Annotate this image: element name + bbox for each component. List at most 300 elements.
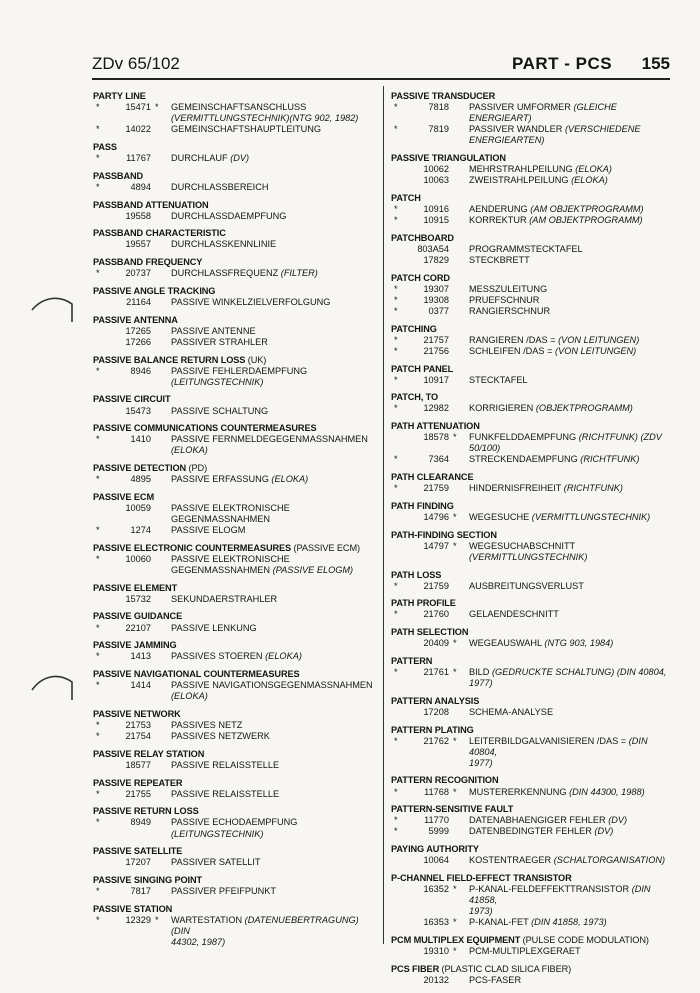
entry-term-text: PATTERN ANALYSIS	[391, 695, 480, 706]
dictionary-entry	[391, 421, 673, 465]
entry-term	[93, 315, 375, 326]
translation-line	[391, 432, 673, 443]
usage-note: (ELOKA)	[265, 651, 302, 662]
entry-term	[93, 142, 375, 153]
entry-term-text: PASS	[93, 141, 117, 152]
translation-text-wrap	[171, 445, 375, 456]
translation-text: HINDERNISFREIHEIT	[469, 483, 564, 494]
translation-line	[391, 758, 673, 769]
translation-text-wrap	[469, 255, 673, 266]
entry-term	[391, 570, 673, 581]
translation-line	[93, 182, 375, 193]
translation-text: BILD	[469, 666, 492, 677]
usage-note: (LEITUNGSTECHNIK)	[171, 828, 264, 839]
entry-number: 7817	[130, 886, 151, 897]
translation-line	[93, 651, 375, 662]
dictionary-entry	[391, 696, 673, 718]
translation-text-wrap	[171, 857, 375, 868]
translation-text-wrap	[171, 124, 375, 135]
entry-term	[391, 775, 673, 786]
translation-text-wrap	[171, 474, 375, 485]
entry-term	[93, 875, 375, 886]
asterisk-marker: *	[96, 622, 100, 633]
translation-line	[391, 295, 673, 306]
translation-text-wrap	[171, 113, 375, 124]
asterisk-marker: *	[394, 345, 398, 356]
translation-text: PCS-FASER	[469, 974, 522, 985]
asterisk-marker: *	[394, 403, 398, 414]
translation-line	[391, 855, 673, 866]
entry-number: 17266	[125, 336, 151, 347]
translation-line	[93, 268, 375, 279]
dictionary-entry	[93, 463, 375, 485]
translation-line	[391, 335, 673, 346]
translation-text: GEGENMASSNAHMEN	[171, 565, 273, 575]
usage-note: (DV)	[594, 826, 614, 837]
asterisk-marker: *	[394, 666, 398, 677]
translation-line	[391, 707, 673, 718]
entry-term-text: PASSIVE SINGING POINT	[93, 875, 203, 885]
translation-text-wrap	[171, 594, 375, 605]
dictionary-entry	[93, 91, 375, 135]
entry-term-text: PATH-FINDING SECTION	[391, 529, 497, 540]
inline-asterisk: *	[453, 917, 457, 928]
translation-text-wrap	[171, 760, 375, 771]
translation-text-wrap	[469, 917, 673, 928]
translation-line	[93, 406, 375, 417]
entry-number: 21762	[423, 735, 449, 746]
inline-asterisk: *	[453, 786, 457, 797]
translation-line	[93, 915, 375, 937]
translation-line	[391, 946, 673, 957]
asterisk-marker: *	[394, 454, 398, 465]
entry-number: 17265	[125, 325, 151, 336]
translation-line	[391, 175, 673, 186]
entry-number: 7364	[428, 454, 449, 465]
asterisk-marker: *	[96, 914, 100, 925]
entry-term	[391, 627, 673, 638]
entry-term	[391, 656, 673, 667]
entry-term	[391, 696, 673, 707]
entry-term	[93, 355, 375, 366]
translation-text: PASSIVER PFEIFPUNKT	[171, 886, 276, 897]
entry-term	[391, 873, 673, 884]
usage-note: (VON LEITUNGEN)	[558, 334, 640, 345]
entry-number: 20132	[423, 974, 449, 985]
entry-term-text: PASSBAND CHARACTERISTIC	[93, 228, 226, 239]
entry-term	[391, 725, 673, 736]
usage-note: ENERGIEARTEN)	[469, 135, 545, 146]
entry-number: 21755	[125, 788, 151, 799]
translation-line	[93, 377, 375, 388]
entry-number: 14796	[423, 511, 449, 522]
translation-line	[391, 244, 673, 255]
entry-term	[391, 472, 673, 483]
translation-line	[93, 817, 375, 828]
usage-note: (AM OBJEKTPROGRAMM)	[530, 204, 644, 215]
entry-number: 4895	[130, 474, 151, 485]
dictionary-entry	[391, 364, 673, 386]
entry-term-text: PCS FIBER	[391, 963, 440, 974]
entry-term-text: PAYING AUTHORITY	[391, 844, 479, 855]
translation-line	[93, 937, 375, 948]
translation-text: PASSIVE RELAISSTELLE	[171, 759, 280, 770]
usage-note: (DIN 44300, 1988)	[569, 786, 645, 797]
translation-text-wrap	[171, 182, 375, 193]
translation-text-wrap	[469, 346, 673, 357]
dictionary-entry	[93, 904, 375, 948]
translation-text-wrap	[469, 244, 673, 255]
translation-line	[391, 102, 673, 124]
right-column	[391, 91, 673, 993]
translation-text-wrap	[171, 406, 375, 417]
entry-term	[391, 935, 673, 946]
entry-number: 10064	[423, 855, 449, 866]
entry-number: 16352	[423, 884, 449, 894]
entry-term-text: PASSIVE DETECTION	[93, 463, 187, 474]
translation-text-wrap	[469, 483, 673, 494]
translation-text: P-KANAL-FELDEFFEKTTRANSISTOR	[469, 884, 632, 894]
asterisk-marker: *	[394, 305, 398, 316]
usage-note: (NTG 903, 1984)	[544, 638, 614, 649]
asterisk-marker: *	[96, 124, 100, 135]
translation-line	[93, 554, 375, 565]
translation-text-wrap	[469, 215, 673, 226]
translation-text-wrap	[469, 124, 673, 135]
translation-text: GELAENDESCHNITT	[469, 609, 559, 620]
entry-number: 18577	[125, 759, 151, 770]
translation-text-wrap	[171, 680, 375, 691]
entry-number: 21761	[423, 666, 449, 677]
dictionary-entry	[93, 875, 375, 897]
dictionary-entry	[391, 598, 673, 620]
translation-line	[391, 454, 673, 465]
inline-asterisk: *	[453, 511, 457, 522]
dictionary-entry	[93, 778, 375, 800]
entry-term	[391, 421, 673, 432]
usage-note: (VERMITTLUNGSTECHNIK)	[531, 511, 651, 522]
usage-note: (RICHTFUNK) (ZDV	[578, 432, 662, 443]
dictionary-entry	[391, 233, 673, 266]
entry-number: 1274	[130, 525, 151, 536]
translation-line	[93, 337, 375, 348]
entry-term-text: PATTERN RECOGNITION	[391, 775, 499, 786]
translation-text: MESSZULEITUNG	[469, 283, 548, 294]
dictionary-entry	[391, 725, 673, 769]
translation-line	[93, 789, 375, 800]
translation-text: PASSIVE RELAISSTELLE	[171, 788, 280, 799]
translation-text: P-KANAL-FET	[469, 917, 532, 928]
translation-line	[391, 512, 673, 523]
translation-line	[391, 204, 673, 215]
translation-text-wrap	[171, 691, 375, 702]
translation-text-wrap	[469, 884, 673, 906]
entry-term-text: PATH LOSS	[391, 569, 442, 580]
dictionary-entry	[93, 423, 375, 456]
translation-line	[391, 906, 673, 917]
entry-term-text: PASSIVE ELEMENT	[93, 582, 178, 593]
translation-text-wrap	[171, 915, 375, 937]
translation-line	[391, 443, 673, 454]
dictionary-entry	[391, 570, 673, 592]
translation-text-wrap	[171, 789, 375, 800]
translation-text-wrap	[469, 443, 673, 454]
translation-text-wrap	[469, 552, 673, 563]
translation-text: MEHRSTRAHLPEILUNG	[469, 164, 576, 175]
dictionary-entry	[93, 492, 375, 536]
entry-term-text: PATH SELECTION	[391, 627, 469, 638]
translation-line	[391, 826, 673, 837]
translation-text: DURCHLASSDAEMPFUNG	[171, 210, 287, 221]
translation-line	[391, 917, 673, 928]
translation-text: PASSIVE ANTENNE	[171, 325, 256, 336]
translation-text-wrap	[171, 326, 375, 337]
usage-note: (VERMITTLUNGSTECHNIK)(NTG 902, 1982)	[171, 113, 359, 124]
dictionary-entry	[391, 153, 673, 186]
margin-pencil-mark	[28, 668, 82, 708]
entry-term-text: PASSIVE RELAY STATION	[93, 748, 205, 759]
translation-text: DATENABHAENGIGER FEHLER	[469, 815, 609, 826]
translation-line	[391, 787, 673, 798]
entry-number: 19308	[423, 294, 449, 305]
translation-text-wrap	[171, 377, 375, 388]
entry-number: 18578	[423, 432, 449, 443]
translation-text: SCHLEIFEN /DAS =	[469, 345, 556, 356]
asterisk-marker: *	[394, 815, 398, 826]
translation-text: STECKBRETT	[469, 255, 530, 265]
entry-number: 21753	[125, 720, 151, 730]
translation-line	[391, 609, 673, 620]
dictionary-entry	[391, 935, 673, 957]
usage-note: 50/100)	[469, 443, 501, 454]
entry-term	[391, 153, 673, 164]
translation-text-wrap	[469, 403, 673, 414]
entry-term-text: PASSIVE RETURN LOSS	[93, 806, 199, 817]
translation-text: PROGRAMMSTECKTAFEL	[469, 243, 583, 254]
entry-term	[93, 171, 375, 182]
translation-text: SCHEMA-ANALYSE	[469, 706, 554, 717]
dictionary-entry	[93, 583, 375, 605]
dictionary-entry	[93, 171, 375, 193]
translation-line	[93, 326, 375, 337]
translation-text-wrap	[171, 525, 375, 536]
entry-term	[391, 273, 673, 284]
entry-term-text: PASSIVE ELECTRONIC COUNTERMEASURES	[93, 542, 292, 553]
translation-text-wrap	[469, 678, 673, 689]
dictionary-entry	[391, 392, 673, 414]
usage-note: (ELOKA)	[271, 474, 309, 485]
translation-text: PASSIVE FERNMELDEGEGENMASSNAHMEN	[171, 434, 368, 445]
translation-text: PRUEFSCHNUR	[469, 294, 540, 305]
translation-line	[93, 691, 375, 702]
translation-line	[391, 215, 673, 226]
translation-line	[391, 375, 673, 386]
translation-line	[93, 514, 375, 525]
translation-text-wrap	[171, 731, 375, 742]
usage-note: (LEITUNGSTECHNIK)	[171, 376, 264, 387]
entry-term-text: PASSBAND FREQUENCY	[93, 257, 203, 268]
page-header	[92, 54, 670, 78]
entry-term-text: PASSBAND	[93, 170, 144, 181]
translation-text-wrap	[469, 638, 673, 649]
translation-text: ZWEISTRAHLPEILUNG	[469, 175, 572, 186]
entry-term-text: PASSIVE JAMMING	[93, 640, 177, 651]
usage-note: (ELOKA)	[171, 691, 208, 702]
asterisk-marker: *	[394, 826, 398, 837]
entry-term-text: PASSIVE ANTENNA	[93, 314, 178, 325]
asterisk-marker: *	[96, 788, 100, 799]
entry-term	[391, 964, 673, 975]
entry-number: 14797	[423, 540, 449, 551]
asterisk-marker: *	[96, 153, 100, 164]
dictionary-entry	[391, 193, 673, 226]
margin-pencil-mark	[28, 290, 82, 330]
entry-term-text: PATCH PANEL	[391, 363, 454, 374]
inline-asterisk: *	[453, 666, 457, 677]
translation-text-wrap	[469, 175, 673, 186]
translation-line	[93, 731, 375, 742]
entry-number: 10915	[423, 215, 449, 226]
translation-text-wrap	[469, 826, 673, 837]
entry-term	[93, 806, 375, 817]
translation-text: DURCHLASSKENNLINIE	[171, 239, 277, 250]
asterisk-marker: *	[96, 181, 100, 192]
translation-text: WEGEAUSWAHL	[469, 638, 545, 649]
translation-line	[391, 255, 673, 266]
usage-note: (DATENUEBERTRAGUNG) (DIN	[171, 914, 359, 936]
entry-term	[391, 844, 673, 855]
translation-text-wrap	[469, 454, 673, 465]
entry-term	[93, 611, 375, 622]
inline-asterisk: *	[453, 432, 457, 443]
entry-term	[93, 543, 375, 554]
translation-text: STRECKENDAEMPFUNG	[469, 454, 581, 465]
usage-note: (GLEICHE ENERGIEART)	[469, 102, 617, 124]
inline-asterisk: *	[453, 540, 457, 551]
translation-text: WEGESUCHABSCHNITT	[469, 540, 576, 551]
translation-line	[391, 483, 673, 494]
entry-number: 20409	[423, 638, 449, 649]
translation-text-wrap	[469, 284, 673, 295]
translation-text-wrap	[171, 153, 375, 164]
entry-number: 10062	[423, 164, 449, 175]
usage-note: (VON LEITUNGEN)	[555, 345, 637, 356]
translation-text-wrap	[469, 736, 673, 758]
entry-number: 8946	[130, 365, 151, 376]
entry-term-note: (PASSIVE ECM)	[291, 542, 360, 553]
entry-term-text: PATTERN-SENSITIVE FAULT	[391, 804, 514, 815]
entry-term	[93, 583, 375, 594]
entry-term	[93, 669, 375, 680]
translation-text-wrap	[171, 297, 375, 308]
translation-line	[93, 623, 375, 634]
translation-text: FUNKFELDDAEMPFUNG	[469, 432, 579, 443]
entry-number: 21164	[126, 296, 151, 307]
translation-text-wrap	[469, 787, 673, 798]
entry-number: 12329	[125, 914, 151, 925]
translation-text: PCM-MULTIPLEXGERAET	[469, 946, 581, 957]
entry-number: 10063	[423, 175, 449, 186]
translation-text-wrap	[469, 135, 673, 146]
entry-term	[391, 598, 673, 609]
inline-asterisk: *	[453, 884, 457, 894]
entry-term-text: PASSIVE STATION	[93, 903, 173, 914]
entry-term-text: PASSIVE GUIDANCE	[93, 611, 183, 622]
entry-term-text: PASSBAND ATTENUATION	[93, 199, 209, 210]
asterisk-marker: *	[96, 817, 100, 828]
dictionary-entry	[93, 846, 375, 868]
usage-note: (DIN 40804,	[469, 735, 648, 757]
usage-note: (AM OBJEKTPROGRAMM)	[529, 215, 643, 226]
entry-term-text: PASSIVE ANGLE TRACKING	[93, 285, 216, 296]
entry-number: 14022	[125, 124, 151, 135]
dictionary-entry	[391, 775, 673, 797]
translation-line	[93, 239, 375, 250]
entry-term	[93, 257, 375, 268]
translation-text: PASSIVER SATELLIT	[171, 857, 261, 868]
translation-text: PASSIVE WINKELZIELVERFOLGUNG	[171, 296, 331, 307]
translation-text: AUSBREITUNGSVERLUST	[469, 580, 584, 591]
translation-text: RANGIEREN /DAS =	[469, 334, 559, 345]
entry-number: 0377	[428, 305, 449, 316]
dictionary-entry	[391, 501, 673, 523]
dictionary-entry	[93, 806, 375, 839]
usage-note: (RICHTFUNK)	[580, 454, 640, 465]
dictionary-entry	[93, 543, 375, 576]
translation-text-wrap	[469, 432, 673, 443]
entry-term	[93, 91, 375, 102]
translation-text-wrap	[469, 815, 673, 826]
dictionary-entry	[93, 611, 375, 633]
translation-line	[93, 153, 375, 164]
entry-term-text: PATTERN	[391, 655, 433, 666]
entry-term-text: PASSIVE SATELLITE	[93, 846, 183, 857]
translation-text: PASSIVES NETZ	[171, 720, 243, 730]
translation-line	[93, 829, 375, 840]
translation-text: DURCHLAUF	[171, 153, 231, 164]
dictionary-entry	[93, 640, 375, 662]
translation-text: PASSIVE ELEKTRONISCHE	[171, 553, 290, 564]
translation-text-wrap	[469, 975, 673, 986]
entry-number: 1413	[130, 651, 151, 662]
entry-number: 15473	[125, 405, 151, 416]
left-column	[93, 91, 375, 955]
translation-line	[93, 525, 375, 536]
asterisk-marker: *	[96, 680, 100, 691]
translation-line	[93, 113, 375, 124]
translation-text-wrap	[469, 306, 673, 317]
asterisk-marker: *	[394, 124, 398, 135]
entry-term-text: PARTY LINE	[93, 91, 146, 101]
translation-text-wrap	[469, 581, 673, 592]
translation-text: PASSIVER UMFORMER	[469, 102, 574, 113]
asterisk-marker: *	[96, 474, 100, 485]
translation-text: RANGIERSCHNUR	[469, 305, 551, 316]
usage-note: (FILTER)	[280, 268, 318, 279]
entry-term-text: PATH CLEARANCE	[391, 472, 474, 483]
entry-number: 4894	[130, 181, 151, 192]
entry-term	[391, 530, 673, 541]
part-title: PART - PCS	[512, 54, 613, 73]
translation-text: MUSTERERKENNUNG	[469, 786, 570, 797]
entry-number: 7818	[428, 102, 449, 113]
translation-text-wrap	[469, 758, 673, 769]
translation-text: PASSIVE LENKUNG	[171, 622, 257, 633]
translation-text-wrap	[171, 651, 375, 662]
dictionary-entry	[93, 394, 375, 416]
asterisk-marker: *	[96, 434, 100, 445]
header-rule	[92, 78, 670, 80]
